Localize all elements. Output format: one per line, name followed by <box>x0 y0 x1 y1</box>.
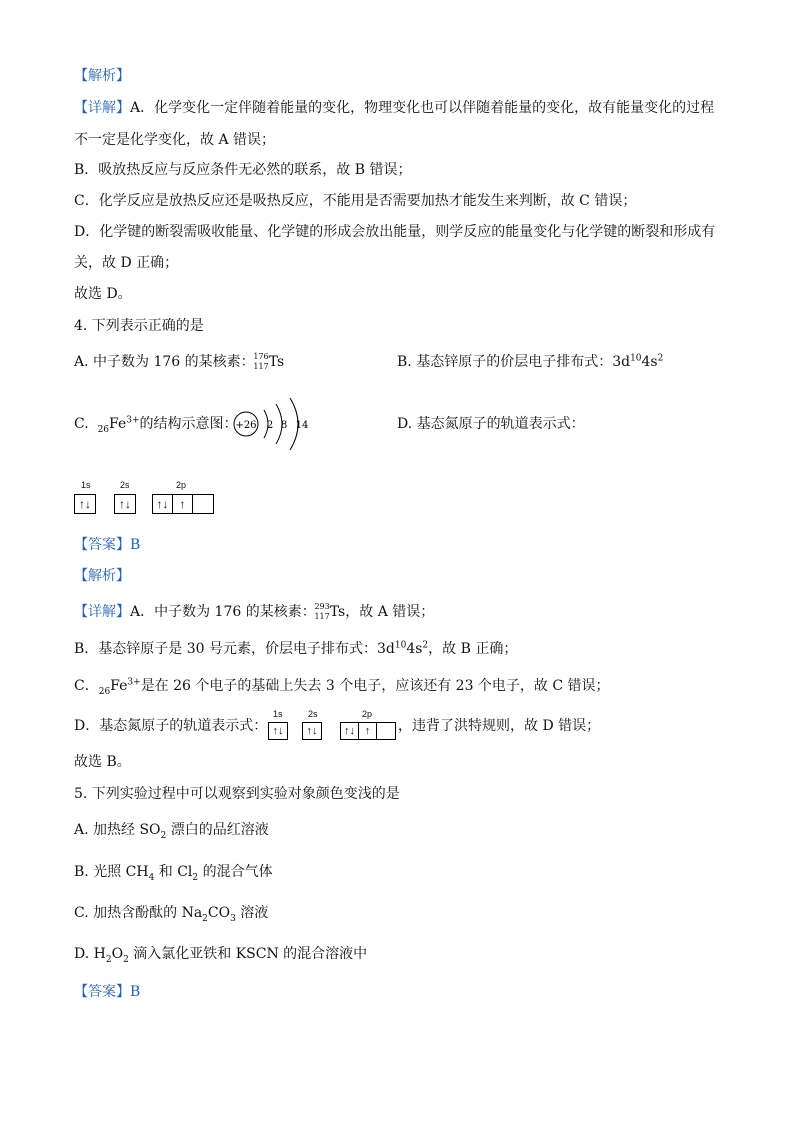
isotope-notation: 176 117 <box>253 352 269 371</box>
option-b: B. 光照 $CH_4$ 和 $Cl_2$ 的混合气体 <box>74 864 273 883</box>
section-label-analysis: 【解析】 <box>74 568 130 584</box>
answer-label: 【答案】B <box>74 537 141 553</box>
detail-tag: 【详解】 <box>74 100 130 116</box>
option-d: D. $H_2O_2$ 滴入氯化亚铁和 KSCN 的混合溶液中 <box>74 946 368 965</box>
atomic-structure-diagram <box>230 396 320 456</box>
question-stem: 4. 下列表示正确的是 <box>74 318 204 334</box>
orbital-diagram <box>268 709 398 745</box>
explanation-line: D．化学键的断裂需吸收能量、化学键的形成会放出能量，则学反应的能量变化与化学键的断裂和形成有 <box>74 224 716 240</box>
explanation-line: 故选 D。 <box>74 286 132 302</box>
orbital-label: 1s <box>81 480 91 490</box>
question-stem: 5. 下列实验过程中可以观察到实验对象颜色变浅的是 <box>74 786 400 802</box>
shell-electron-count: 14 <box>295 420 309 431</box>
orbital-label: 2s <box>120 480 130 490</box>
explanation-line: 【详解】A．化学变化一定伴随着能量的变化，物理变化也可以伴随着能量的变化，故有能量变化的过程 <box>74 100 715 116</box>
orbital-box-2p: ↑↓ ↑ <box>152 494 214 514</box>
option-b: B. 基态锌原子的价层电子排布式：$3d^{10}4s^2$ <box>397 353 664 370</box>
option-d: D. 基态氮原子的轨道表示式： <box>397 416 585 432</box>
orbital-box-2s: ↑↓ <box>114 494 136 514</box>
shell-electron-count: 2 <box>266 420 274 431</box>
explanation-line-tail: ，违背了洪特规则，故 D 错误； <box>398 718 601 734</box>
shell-electron-count: 8 <box>280 420 288 431</box>
orbital-diagram <box>74 480 234 520</box>
explanation-line: B．基态锌原子是 30 号元素，价层电子排布式：$3d^{10}4s^2$，故 B 正确； <box>74 640 518 657</box>
explanation-line: 不一定是化学变化，故 A 错误； <box>74 132 276 148</box>
explanation-line: 关，故 D 正确； <box>74 255 179 271</box>
orbital-label: 1s <box>273 709 283 719</box>
detail-tag: 【详解】 <box>74 604 130 620</box>
explanation-line: C．化学反应是放热反应还是吸热反应，不能用是否需要加热才能发生来判断，故 C 错误； <box>74 193 637 209</box>
explanation-line: 【详解】A．中子数为 176 的某核素： 293 117 Ts，故 A 错误； <box>74 602 435 621</box>
nucleus-charge: +26 <box>235 420 257 431</box>
option-a: A. 中子数为 176 的某核素： 176 117 Ts <box>74 352 285 371</box>
orbital-box-1s: ↑↓ <box>268 722 288 740</box>
option-c: C. $_{26}Fe^{3+}$的结构示意图： <box>74 415 238 435</box>
conclusion-line: 故选 B。 <box>74 754 131 770</box>
orbital-box-2s: ↑↓ <box>302 722 322 740</box>
option-a: A. 加热经 $SO_2$ 漂白的品红溶液 <box>74 822 269 841</box>
answer-label: 【答案】B <box>74 984 141 1000</box>
isotope-notation: 293 117 <box>314 602 330 621</box>
orbital-box-1s: ↑↓ <box>74 494 96 514</box>
orbital-box-2p: ↑↓ ↑ <box>340 722 396 740</box>
explanation-line: C．$_{26}Fe^{3+}$是在 26 个电子的基础上失去 3 个电子，应该还有 23 个电子，故 C 错误； <box>74 677 610 697</box>
explanation-line: D．基态氮原子的轨道表示式： <box>74 718 268 734</box>
explanation-line: B．吸放热反应与反应条件无必然的联系，故 B 错误； <box>74 162 412 178</box>
option-c: C. 加热含酚酞的 $Na_2CO_3$ 溶液 <box>74 905 269 924</box>
section-label-analysis: 【解析】 <box>74 68 130 84</box>
orbital-label: 2p <box>362 709 373 719</box>
orbital-label: 2p <box>176 480 187 490</box>
orbital-label: 2s <box>308 709 318 719</box>
